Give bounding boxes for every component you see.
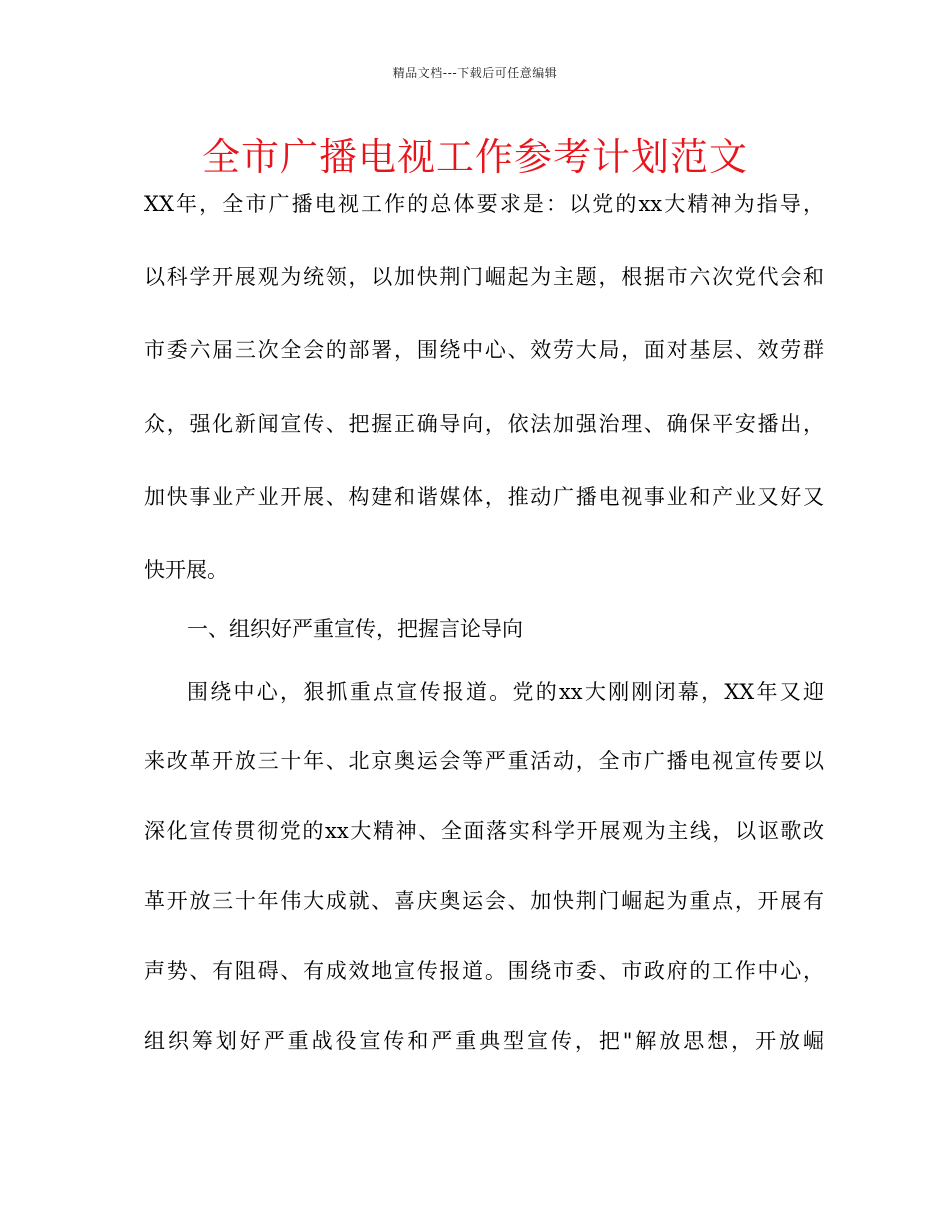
paragraph-line: 来改革开放三十年、北京奥运会等严重活动，全市广播电视宣传要以 (144, 749, 824, 773)
paragraph-line: 组织筹划好严重战役宣传和严重典型宣传，把"解放思想，开放崛 (144, 1029, 824, 1053)
paragraph-line: 加快事业产业开展、构建和谐媒体，推动广播电视事业和产业又好又 (144, 485, 824, 509)
paragraph-line: 以科学开展观为统领，以加快荆门崛起为主题，根据市六次党代会和 (144, 265, 824, 289)
paragraph-line: 众，强化新闻宣传、把握正确导向，依法加强治理、确保平安播出， (144, 412, 824, 436)
header-note: 精品文档---下载后可任意编辑 (392, 66, 558, 80)
paragraph-line: 市委六届三次全会的部署，围绕中心、效劳大局，面对基层、效劳群 (144, 338, 824, 362)
paragraph-line: 声势、有阻碍、有成效地宣传报道。围绕市委、市政府的工作中心， (144, 959, 824, 983)
paragraph-line: XX年，全市广播电视工作的总体要求是：以党的xx大精神为指导， (144, 192, 824, 216)
paragraph-line: 革开放三十年伟大成就、喜庆奥运会、加快荆门崛起为重点，开展有 (144, 889, 824, 913)
paragraph-line: 深化宣传贯彻党的xx大精神、全面落实科学开展观为主线，以讴歌改 (144, 819, 824, 843)
paragraph-line: 围绕中心，狠抓重点宣传报道。党的xx大刚刚闭幕，XX年又迎 (187, 680, 824, 704)
paragraph-line: 快开展。 (144, 558, 228, 582)
section-heading: 一、组织好严重宣传，把握言论导向 (187, 617, 523, 641)
document-title: 全市广播电视工作参考计划范文 (201, 135, 748, 179)
